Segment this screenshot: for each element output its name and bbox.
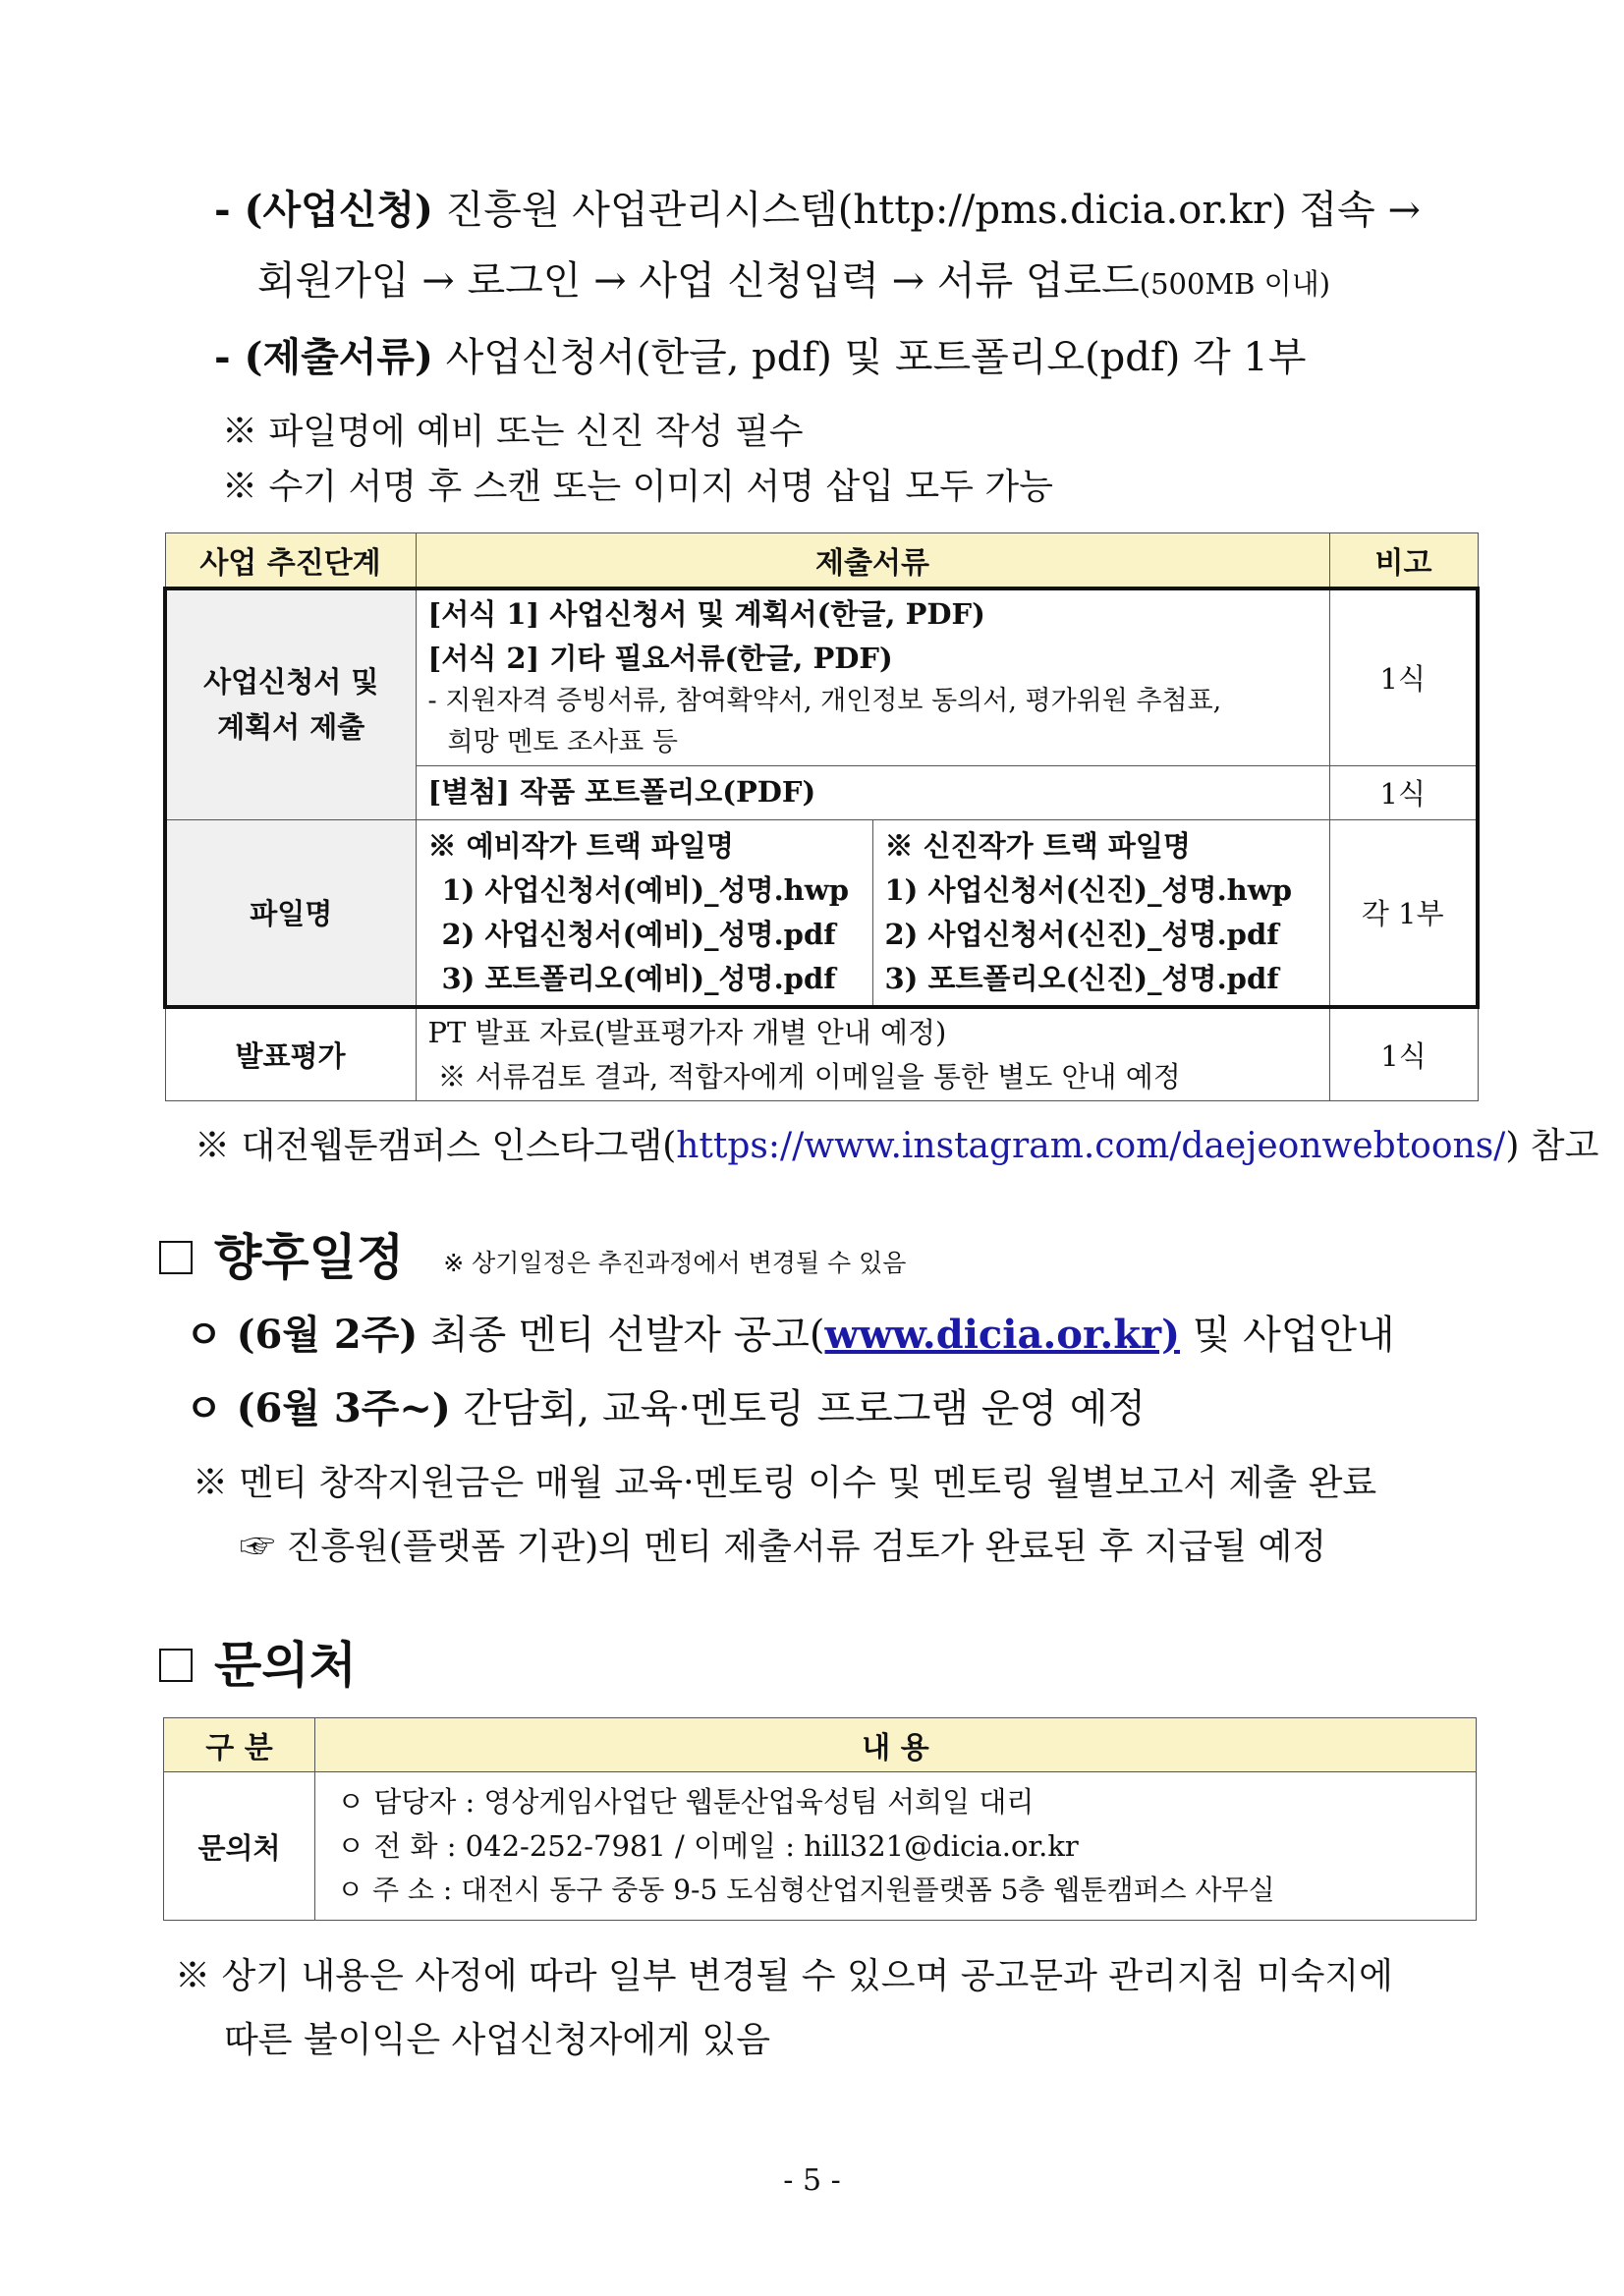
- prelim-track-files: [416, 819, 872, 1007]
- form1-item: [서식 1] 사업신청서 및 계획서(한글, PDF): [427, 597, 985, 631]
- contact-heading: [159, 1626, 357, 1697]
- upload-limit: (500MB 이내): [1139, 267, 1331, 301]
- checkbox-square-icon: [159, 1649, 193, 1682]
- contact-address: ㅇ 주 소 : 대전시 동구 중동 9-5 도심형산업지원플랫폼 5층 웹툰캠퍼스 사무실: [337, 1874, 1275, 1907]
- required-docs-item: - 지원자격 증빙서류, 참여확약서, 개인정보 동의서, 평가위원 추첨표,: [427, 685, 1222, 716]
- new-file-3: 3) 포트폴리오(신진)_성명.pdf: [884, 961, 1279, 995]
- stage-filename: 파일명: [165, 819, 416, 1007]
- header-documents: 제출서류: [416, 533, 1329, 589]
- stage-application: 사업신청서 및 계획서 제출: [165, 588, 416, 819]
- documents-label: - (제출서류): [214, 334, 433, 380]
- prelim-track-title: ※ 예비작가 트랙 파일명: [427, 828, 734, 863]
- portfolio-item: [별첨] 작품 포트폴리오(PDF): [416, 765, 1329, 819]
- disclaimer-line-2: 따른 불이익은 사업신청자에게 있음: [224, 2020, 770, 2060]
- schedule-item-1: [185, 1312, 1395, 1359]
- stage-presentation-docs: [416, 1007, 1329, 1101]
- new-track-files: [872, 819, 1329, 1007]
- schedule-item-2: [185, 1385, 1146, 1432]
- schedule-item-1-text: 최종 멘티 선발자 공고(: [418, 1313, 825, 1358]
- payment-note: ☞ 진흥원(플랫폼 기관)의 멘티 제출서류 검토가 완료된 후 지급될 예정: [240, 1527, 1327, 1567]
- disclaimer-line-1: ※ 상기 내용은 사정에 따라 일부 변경될 수 있으며 공고문과 관리지침 미숙지에: [175, 1956, 1393, 1996]
- header-remark: 비고: [1329, 533, 1478, 589]
- presentation-item: PT 발표 자료(발표평가자 개별 안내 예정): [427, 1015, 947, 1049]
- stage-presentation: 발표평가: [165, 1007, 416, 1101]
- apply-label: - (사업신청): [214, 187, 433, 233]
- dicia-link[interactable]: www.dicia.or.kr): [824, 1312, 1181, 1358]
- instagram-prefix: ※ 대전웹툰캠퍼스 인스타그램(: [195, 1126, 677, 1166]
- apply-text: 진흥원 사업관리시스템(: [432, 188, 854, 233]
- schedule-item-1-label: ㅇ (6월 2주): [185, 1312, 419, 1358]
- apply-line: [214, 187, 1421, 234]
- header-stage: 사업 추진단계: [165, 533, 416, 589]
- stipend-note: ※ 멘티 창작지원금은 매월 교육·멘토링 이수 및 멘토링 월별보고서 제출 완료: [193, 1463, 1377, 1503]
- stage-presentation-remark: 1식: [1329, 1007, 1478, 1101]
- checkbox-square-icon: [159, 1241, 193, 1274]
- portfolio-remark: 1식: [1329, 765, 1478, 819]
- stage-filename-remark: 각 1부: [1329, 819, 1478, 1007]
- prelim-file-1: 1) 사업신청서(예비)_성명.hwp: [441, 872, 849, 907]
- pms-url[interactable]: http://pms.dicia.or.kr: [853, 188, 1272, 233]
- prelim-file-2: 2) 사업신청서(예비)_성명.pdf: [441, 917, 836, 951]
- required-docs-item-cont: 희망 멘토 조사표 등: [447, 726, 678, 757]
- contact-table: [163, 1717, 1477, 1921]
- filename-note: ※ 파일명에 예비 또는 신진 작성 필수: [222, 412, 804, 452]
- schedule-heading: [159, 1218, 906, 1289]
- contact-phone-email: ㅇ 전 화 : 042-252-7981 / 이메일 : hill321@dicia.or.kr: [337, 1829, 1079, 1864]
- apply-steps-line: [257, 257, 1330, 305]
- new-file-2: 2) 사업신청서(신진)_성명.pdf: [884, 917, 1279, 951]
- apply-tail: ) 접속 →: [1271, 188, 1421, 233]
- schedule-title: 향후일정: [214, 1229, 405, 1286]
- contact-header-content: 내 용: [315, 1718, 1477, 1772]
- submission-table: [163, 532, 1480, 1101]
- contact-details: [315, 1772, 1477, 1921]
- instagram-url[interactable]: https://www.instagram.com/daejeonwebtoons/: [676, 1126, 1506, 1166]
- stage-application-docs: [416, 588, 1329, 765]
- new-file-1: 1) 사업신청서(신진)_성명.hwp: [884, 872, 1292, 907]
- contact-person: ㅇ 담당자 : 영상게임사업단 웹툰산업육성팀 서희일 대리: [337, 1785, 1035, 1820]
- apply-steps: 회원가입 → 로그인 → 사업 신청입력 → 서류 업로드: [257, 258, 1140, 304]
- contact-title: 문의처: [214, 1637, 357, 1694]
- page-number: - 5 -: [783, 2163, 841, 2198]
- presentation-note: ※ 서류검토 결과, 적합자에게 이메일을 통한 별도 안내 예정: [437, 1059, 1181, 1093]
- new-track-title: ※ 신진작가 트랙 파일명: [884, 828, 1191, 863]
- schedule-item-1-tail: 및 사업안내: [1180, 1313, 1395, 1358]
- signature-note: ※ 수기 서명 후 스캔 또는 이미지 서명 삽입 모두 가능: [222, 467, 1053, 507]
- stage-application-remark: 1식: [1329, 588, 1478, 765]
- prelim-file-3: 3) 포트폴리오(예비)_성명.pdf: [441, 961, 836, 995]
- documents-text: 사업신청서(한글, pdf) 및 포트폴리오(pdf) 각 1부: [432, 335, 1307, 380]
- schedule-item-2-text: 간담회, 교육·멘토링 프로그램 운영 예정: [450, 1386, 1147, 1431]
- contact-row-label: 문의처: [164, 1772, 315, 1921]
- instagram-suffix: ) 참고: [1505, 1126, 1599, 1166]
- instagram-note: [195, 1125, 1598, 1167]
- documents-line: [214, 334, 1306, 381]
- contact-header-category: 구 분: [164, 1718, 315, 1772]
- form2-item: [서식 2] 기타 필요서류(한글, PDF): [427, 641, 893, 675]
- schedule-subtitle: ※ 상기일정은 추진과정에서 변경될 수 있음: [443, 1248, 907, 1277]
- schedule-item-2-label: ㅇ (6월 3주~): [185, 1385, 451, 1431]
